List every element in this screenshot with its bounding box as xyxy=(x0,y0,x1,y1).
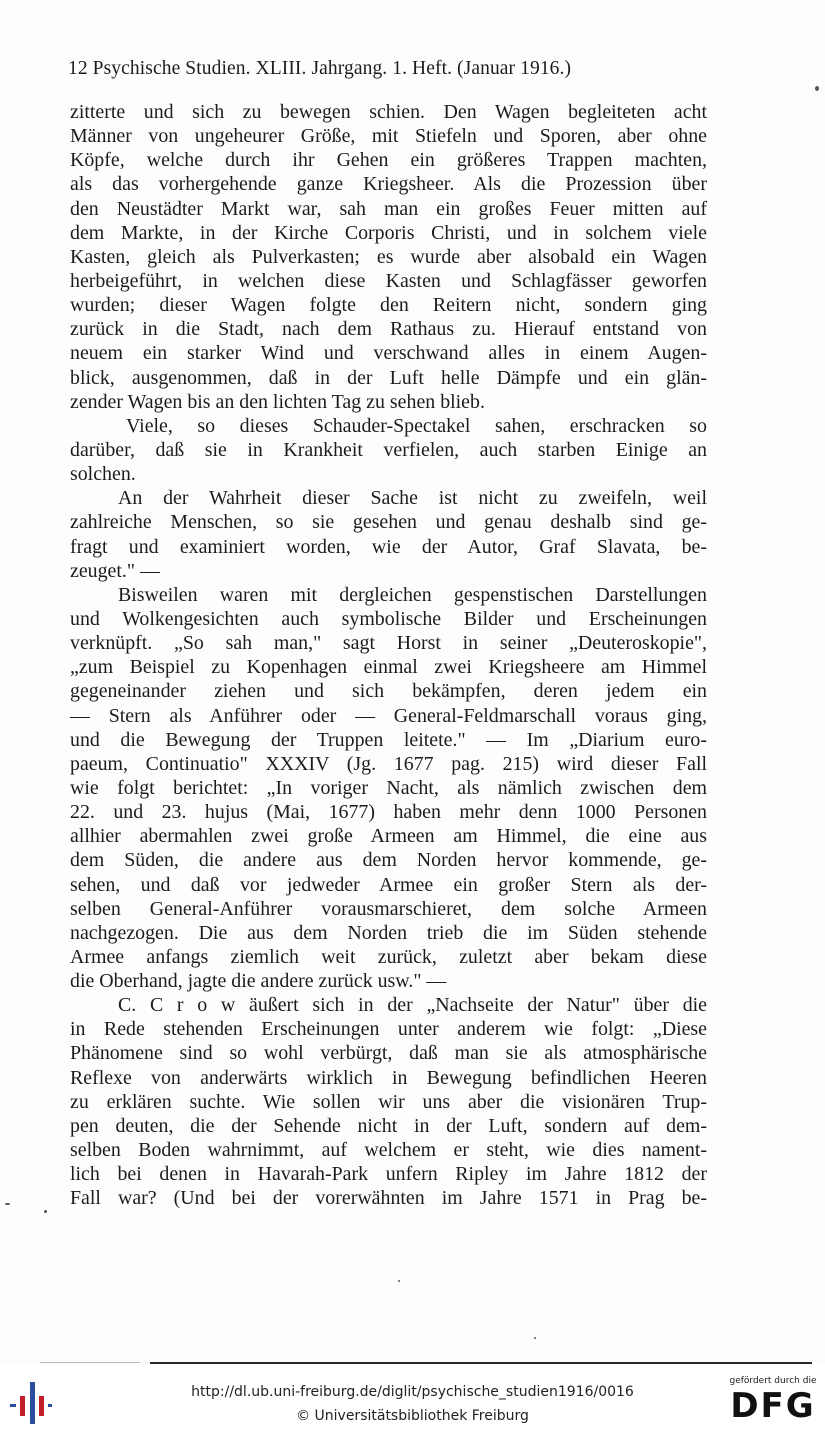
text-line: in Rede stehenden Erscheinungen unter anderem wie folgt: „Diese xyxy=(70,1018,707,1041)
text-line: zu erklären suchte. Wie sollen wir uns aber die visionären Trup- xyxy=(70,1090,707,1113)
text-line: neuem ein starker Wind und verschwand alles in einem Augen- xyxy=(70,342,707,365)
text-line: An der Wahrheit dieser Sache ist nicht zu zweifeln, weil xyxy=(118,487,707,510)
text-line: zitterte und sich zu bewegen schien. Den Wagen begleiteten acht xyxy=(70,101,707,123)
scan-speck xyxy=(398,1280,400,1282)
text-line: dem Süden, die andere aus dem Norden hervor kommende, ge- xyxy=(70,849,707,872)
text-line: „zum Beispiel zu Kopenhagen einmal zwei Kriegsheere am Himmel xyxy=(70,656,707,679)
scan-speck xyxy=(5,1203,10,1205)
text-line: zeuget." — xyxy=(70,559,160,582)
text-line: allhier abermahlen zwei große Armeen am Himmel, die eine aus xyxy=(70,825,707,848)
text-line: Kasten, gleich als Pulverkasten; es wurde aber alsobald ein Wagen xyxy=(70,245,707,268)
scan-edge-line xyxy=(40,1362,140,1363)
text-line: sehen, und daß vor jedweder Armee ein großer Stern als der- xyxy=(70,873,707,896)
text-line: Männer von ungeheurer Größe, mit Stiefeln und Sporen, aber ohne xyxy=(70,125,707,148)
dfg-logo-icon[interactable] xyxy=(728,1376,818,1426)
text-line: Armee anfangs ziemlich weit zurück, zuletzt aber bekam diese xyxy=(70,945,707,968)
text-line: solchen. xyxy=(70,463,136,486)
text-line: dem Markte, in der Kirche Corporis Christi, und in solchem viele xyxy=(70,221,707,244)
text-line: zender Wagen bis an den lichten Tag zu sehen blieb. xyxy=(70,390,485,413)
text-line: Reflexe von anderwärts wirklich in Bewegung befindlichen Heeren xyxy=(70,1066,707,1089)
text-line: zurück in die Stadt, nach dem Rathaus zu. Hierauf entstand von xyxy=(70,318,707,341)
text-line: und die Bewegung der Truppen leitete." — Im „Diarium euro- xyxy=(70,728,707,751)
text-line: selben General-Anführer vorausmarschieret, dem solche Armeen xyxy=(70,897,707,920)
text-line: darüber, daß sie in Krankheit verfielen, auch starben Einige an xyxy=(70,438,707,461)
scan-speck xyxy=(44,1210,47,1213)
text-line: als das vorhergehende ganze Kriegsheer. Als die Prozession über xyxy=(70,173,707,196)
body-text xyxy=(70,100,707,1210)
running-header: 12 Psychische Studien. XLIII. Jahrgang. 1. Heft. (Januar 1916.) xyxy=(68,58,572,79)
text-line: verknüpft. „So sah man," sagt Horst in seiner „Deuteroskopie", xyxy=(70,632,707,655)
copyright-text: © Universitätsbibliothek Freiburg xyxy=(296,1408,529,1424)
text-line: gegeneinander ziehen und sich bekämpfen, deren jedem ein xyxy=(70,680,707,703)
text-line: nachgezogen. Die aus dem Norden trieb die im Süden stehende xyxy=(70,921,707,944)
text-line: Phänomene sind so wohl verbürgt, daß man sie als atmosphärische xyxy=(70,1042,707,1065)
viewer-footer xyxy=(0,1368,825,1430)
text-line: Bisweilen waren mit dergleichen gespenstischen Darstellungen xyxy=(118,583,707,606)
text-line: den Neustädter Markt war, sah man ein großes Feuer mitten auf xyxy=(70,197,707,220)
text-line: — Stern als Anführer oder — General-Feldmarschall voraus ging, xyxy=(70,704,707,727)
scan-speck xyxy=(534,1337,536,1339)
text-line: blick, ausgenommen, daß in der Luft helle Dämpfe und ein glän- xyxy=(70,366,707,389)
text-line: pen deuten, die der Sehende nicht in der Luft, sondern auf dem- xyxy=(70,1114,707,1137)
text-line: zahlreiche Menschen, so sie gesehen und genau deshalb sind ge- xyxy=(70,511,707,534)
text-line: selben Boden wahrnimmt, auf welchem er steht, wie dies nament- xyxy=(70,1139,707,1162)
text-line: lich bei denen in Havarah-Park unfern Ripley im Jahre 1812 der xyxy=(70,1163,707,1186)
source-url-link[interactable]: http://dl.ub.uni-freiburg.de/diglit/psychische_studien1916/0016 xyxy=(191,1384,634,1400)
text-line: und Wolkengesichten auch symbolische Bilder und Erscheinungen xyxy=(70,607,707,630)
dfg-caption: gefördert durch die xyxy=(729,1376,817,1386)
dfg-mark: DFG xyxy=(730,1386,816,1426)
text-line: Viele, so dieses Schauder-Spectakel sahen, erschracken so xyxy=(126,414,707,437)
text-line: wurden; dieser Wagen folgte den Reitern nicht, sondern ging xyxy=(70,294,707,317)
scan-edge-rule xyxy=(150,1362,812,1364)
text-line: fragt und examiniert worden, wie der Autor, Graf Slavata, be- xyxy=(70,535,707,558)
text-line: wie folgt berichtet: „In voriger Nacht, als nämlich zwischen dem xyxy=(70,776,707,799)
text-line: herbeigeführt, in welchen diese Kasten und Schlagfässer geworfen xyxy=(70,269,707,292)
text-line: 22. und 23. hujus (Mai, 1677) haben mehr denn 1000 Personen xyxy=(70,801,707,824)
scan-speck xyxy=(815,86,819,91)
text-line: paeum, Continuatio" XXXIV (Jg. 1677 pag. 215) wird dieser Fall xyxy=(70,752,707,775)
text-line: die Oberhand, jagte die andere zurück usw." — xyxy=(70,970,447,993)
text-line: Köpfe, welche durch ihr Gehen ein größeres Trappen machten, xyxy=(70,149,707,172)
text-line: Fall war? (Und bei der vorerwähnten im Jahre 1571 in Prag be- xyxy=(70,1187,707,1210)
text-line: C. C r o w äußert sich in der „Nachseite der Natur" über die xyxy=(118,994,707,1017)
